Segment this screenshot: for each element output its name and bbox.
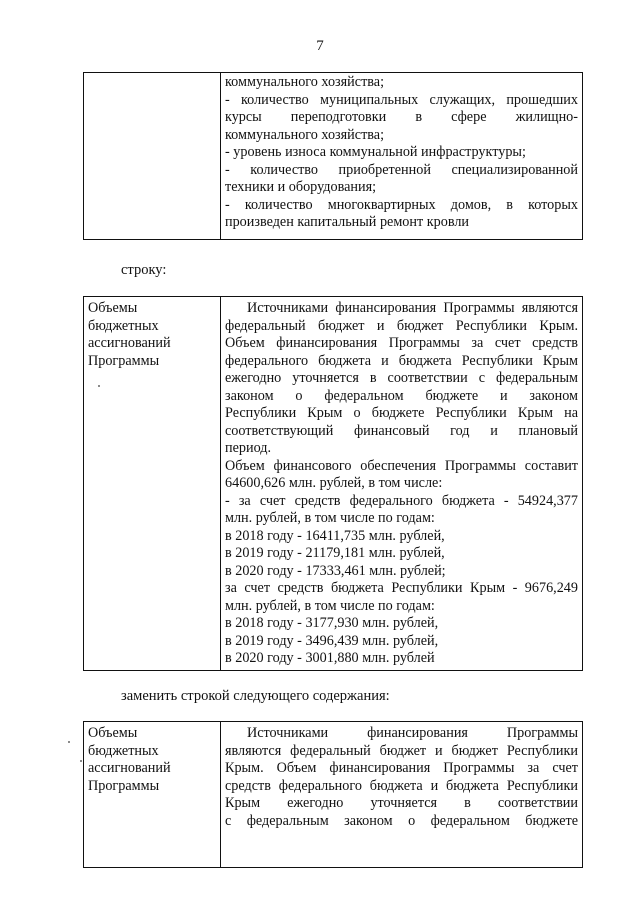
caption-stroku: строку: — [121, 262, 167, 278]
table2-line: в 2020 году - 17333,461 млн. рублей; — [225, 562, 446, 579]
table3-line: средств федерального бюджета и бюджета Республики — [225, 777, 578, 794]
table3-line: Крым. Объем финансирования Программы за счет — [225, 760, 578, 776]
table2-line: в 2018 году - 16411,735 млн. рублей, — [225, 527, 445, 544]
table2-line: Источниками финансирования Программы являются — [247, 300, 578, 316]
table2-right-cell — [221, 297, 583, 671]
table3-line: являются федеральный бюджет и бюджет Республики — [225, 742, 578, 759]
table2-line: федеральный бюджет и бюджет Республики Крым. — [225, 317, 578, 334]
table3-line: Источниками финансирования Программы — [247, 725, 578, 741]
table2-line: период. — [225, 440, 272, 456]
page-number: 7 — [316, 38, 324, 54]
table2-left-line: бюджетных — [88, 317, 159, 334]
table2-line: за счет средств бюджета Республики Крым - 9676,249 — [225, 580, 578, 596]
table1-left-cell — [84, 73, 221, 240]
table2-line: ежегодно уточняется в соответствии с федеральным — [225, 370, 578, 386]
table3-left-cell — [84, 722, 221, 868]
table2-line: 64600,626 млн. рублей, в том числе: — [225, 475, 443, 491]
table2-line: млн. рублей, в том числе по годам: — [225, 597, 435, 614]
table2-line: - за счет средств федерального бюджета - 54924,377 — [225, 492, 578, 509]
table2-left-line: ассигнований — [88, 335, 171, 351]
table1-right-cell — [221, 73, 583, 240]
table2-line: в 2018 году - 3177,930 млн. рублей, — [225, 615, 439, 631]
table1-line: коммунального хозяйства; — [225, 74, 385, 90]
table3-right-cell — [221, 722, 583, 868]
table1-line: - уровень износа коммунальной инфраструктуры; — [225, 144, 526, 160]
table3-left-line: Объемы — [88, 725, 138, 741]
table3-left-line: бюджетных — [88, 742, 159, 759]
table2-left-cell — [84, 297, 221, 671]
table2-line: законом о федеральном бюджете и законом — [225, 387, 578, 404]
caption-replace: заменить строкой следующего содержания: — [121, 688, 390, 704]
table-new-funding-row — [83, 721, 583, 868]
table3-line: с федеральным законом о федеральном бюджете — [225, 812, 578, 829]
table3-line: Крым ежегодно уточняется в соответствии — [225, 795, 578, 811]
table2-line: федерального бюджета и бюджета Республики Крым — [225, 352, 578, 369]
scan-speck — [98, 385, 100, 387]
table3-left-line: Программы — [88, 777, 160, 794]
table-old-funding-row — [83, 296, 583, 671]
table1-line: - количество приобретенной специализированной — [225, 161, 578, 178]
table-indicators-continuation — [83, 72, 583, 240]
table3-left-line: ассигнований — [88, 760, 171, 776]
scan-speck — [80, 760, 82, 762]
table2-left-line: Объемы — [88, 300, 138, 316]
table2-line: Республики Крым о бюджете Республики Крым на — [225, 405, 578, 421]
table1-line: коммунального хозяйства; — [225, 126, 385, 143]
table1-line: произведен капитальный ремонт кровли — [225, 214, 470, 230]
table1-line: - количество муниципальных служащих, прошедших — [225, 91, 578, 108]
table2-line: Объем финансового обеспечения Программы составит — [225, 457, 578, 474]
table2-line: в 2019 году - 3496,439 млн. рублей, — [225, 632, 439, 649]
table2-line: в 2019 году - 21179,181 млн. рублей, — [225, 545, 445, 561]
table2-line: млн. рублей, в том числе по годам: — [225, 510, 435, 526]
table1-line: курсы переподготовки в сфере жилищно- — [225, 109, 578, 125]
table1-line: - количество многоквартирных домов, в которых — [225, 196, 578, 213]
table1-line: техники и оборудования; — [225, 179, 377, 195]
table2-line: в 2020 году - 3001,880 млн. рублей — [225, 650, 435, 666]
table2-left-line: Программы — [88, 352, 160, 369]
table2-line: Объем финансирования Программы за счет средств — [225, 335, 578, 351]
scan-speck — [68, 741, 70, 743]
table2-line: соответствующий финансовый год и плановый — [225, 422, 578, 439]
